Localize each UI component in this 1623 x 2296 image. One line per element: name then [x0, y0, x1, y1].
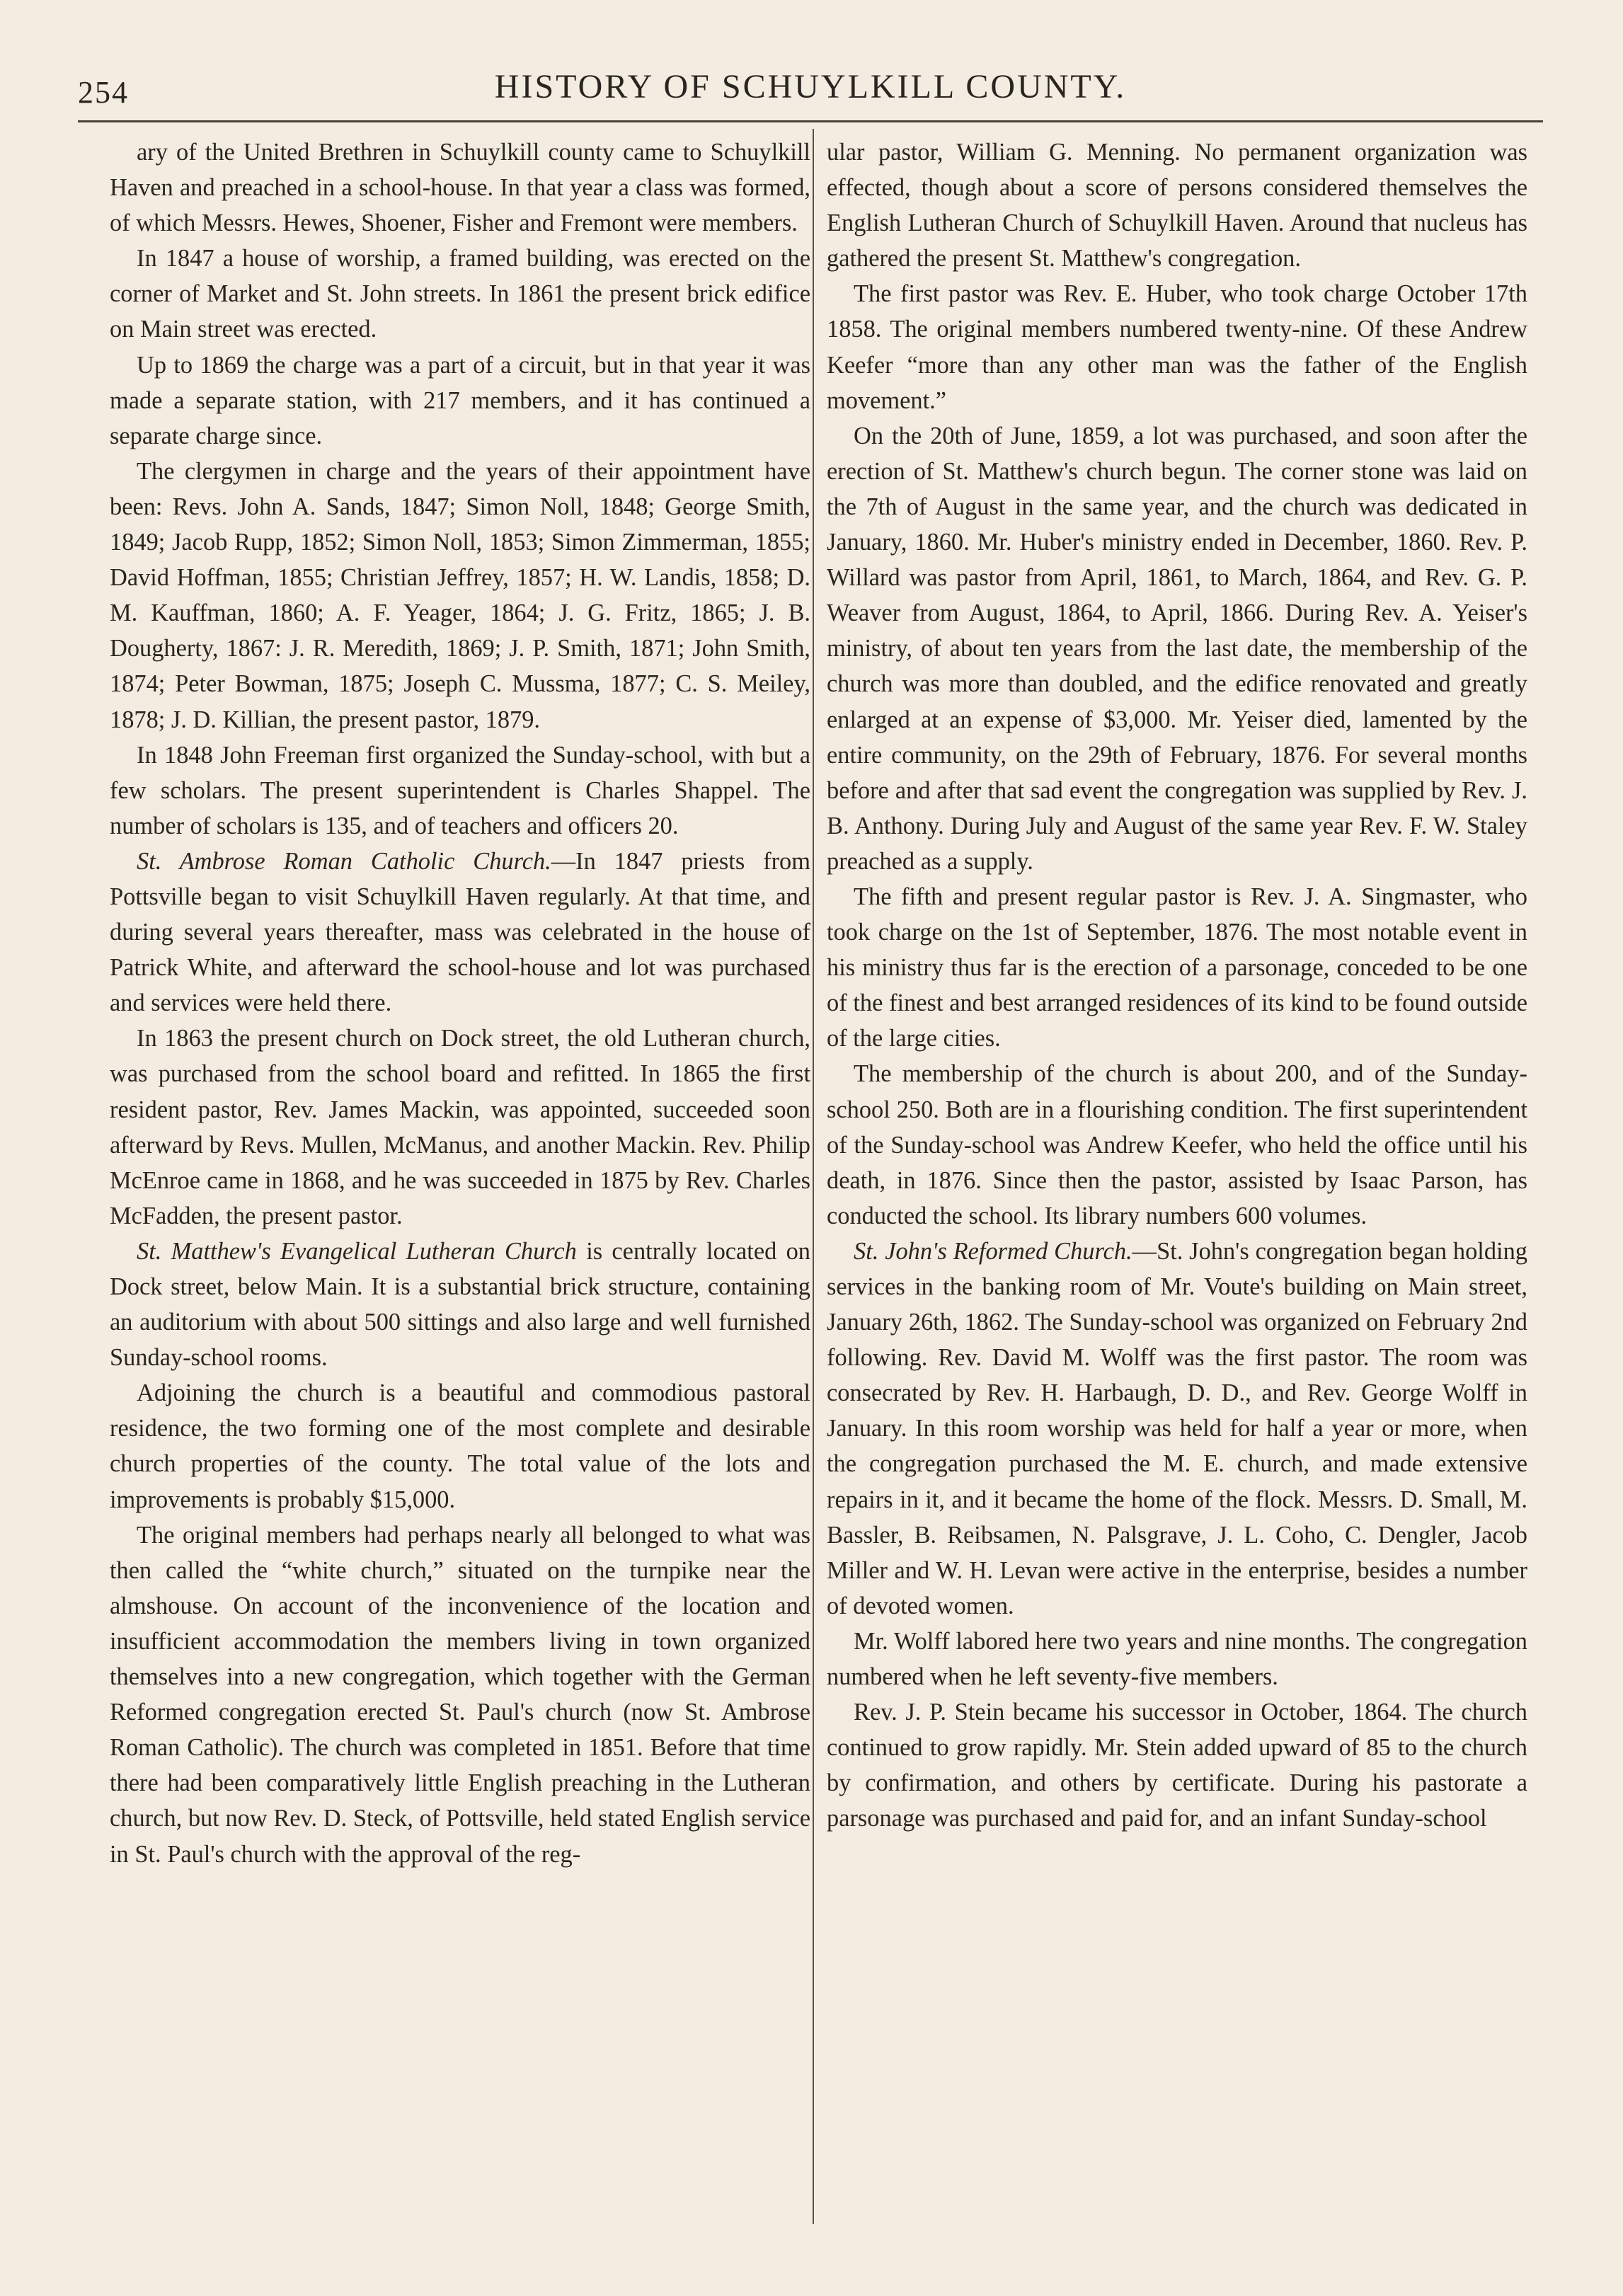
- paragraph-text: The original members had perhaps nearly all belonged to what was then called the “white church,” situated on the turnpike near the almshouse. On account of the inconvenience of the location and insufficient accommodation the members living in town organized themselves into a new congregation, which together with the German Reformed congregation erected St. Paul's church (now St. Ambrose Roman Catholic). The church was completed in 1851. Before that time there had been comparatively little English preaching in the Lutheran church, but now Rev. D. Steck, of Pottsville, held stated English service in St. Paul's church with the approval of the reg-: [110, 1521, 810, 1868]
- paragraph-text: Mr. Wolff labored here two years and nine months. The congregation numbered when he left seventy-five members.: [827, 1627, 1527, 1691]
- paragraph: [827, 1624, 1527, 1694]
- paragraph: [110, 844, 810, 1021]
- section-heading: St. John's Reformed Church.: [854, 1237, 1132, 1265]
- paragraph: [827, 1056, 1527, 1233]
- paragraph-text: In 1848 John Freeman first organized the Sunday-school, with but a few scholars. The present superintendent is Charles Shappel. The number of scholars is 135, and of teachers and officers 20.: [110, 741, 810, 839]
- paragraph: [110, 454, 810, 737]
- paragraph-text: The membership of the church is about 200, and of the Sunday-school 250. Both are in a flourishing condition. The first superintendent of the Sunday-school was Andrew Keefer, who held the office until his death, in 1876. Since then the pastor, assisted by Isaac Parson, has conducted the school. Its library numbers 600 volumes.: [827, 1060, 1527, 1229]
- paragraph: [110, 1517, 810, 1872]
- header-rule: [78, 120, 1543, 122]
- paragraph-text: Rev. J. P. Stein became his successor in October, 1864. The church continued to grow rapidly. Mr. Stein added upward of 85 to the church by confirmation, and others by certificate. During his pastorate a parsonage was purchased and paid for, and an infant Sunday-school: [827, 1699, 1527, 1832]
- page-number: 254: [78, 75, 129, 110]
- running-title: HISTORY OF SCHUYLKILL COUNTY.: [494, 68, 1127, 105]
- paragraph: [110, 1375, 810, 1517]
- section-heading: St. Matthew's Evangelical Lutheran Church: [137, 1237, 577, 1265]
- paragraph-text: On the 20th of June, 1859, a lot was purchased, and soon after the erection of St. Matthew's church begun. The corner stone was laid on the 7th of August in the same year, and the church was dedicated in January, 1860. Mr. Huber's ministry ended in December, 1860. Rev. P. Willard was pastor from April, 1861, to March, 1864, and Rev. G. P. Weaver from August, 1864, to April, 1866. During Rev. A. Yeiser's ministry, of about ten years from the last date, the membership of the church was more than doubled, and the edifice renovated and greatly enlarged at an expense of $3,000. Mr. Yeiser died, lamented by the entire community, on the 29th of February, 1876. For several months before and after that sad event the congregation was supplied by Rev. J. B. Anthony. During July and August of the same year Rev. F. W. Staley preached as a supply.: [827, 422, 1527, 875]
- paragraph: [110, 1234, 810, 1375]
- paragraph: [827, 418, 1527, 879]
- paragraph-text: The first pastor was Rev. E. Huber, who took charge October 17th 1858. The original members numbered twenty-nine. Of these Andrew Keefer “more than any other man was the father of the English movement.”: [827, 280, 1527, 414]
- paragraph: [827, 1234, 1527, 1624]
- paragraph: [827, 134, 1527, 276]
- paragraph-text: ary of the United Brethren in Schuylkill county came to Schuylkill Haven and preached in a school-house. In that year a class was formed, of which Messrs. Hewes, Shoener, Fisher and Fremont were members.: [110, 139, 810, 237]
- page-header: [78, 67, 1543, 124]
- paragraph: [827, 1694, 1527, 1836]
- paragraph-text: —In 1847 priests from Pottsville began to visit Schuylkill Haven regularly. At that time, and during several years thereafter, mass was celebrated in the house of Patrick White, and afterward the school-house and lot was purchased and services were held there.: [110, 847, 810, 1017]
- left-column: [110, 134, 810, 1872]
- section-heading: St. Ambrose Roman Catholic Church.: [137, 847, 551, 875]
- paragraph-text: The fifth and present regular pastor is Rev. J. A. Singmaster, who took charge on the 1st of September, 1876. The most notable event in his ministry thus far is the erection of a parsonage, conceded to be one of the finest and best arranged residences of its kind to be found outside of the large cities.: [827, 883, 1527, 1052]
- paragraph: [110, 134, 810, 241]
- right-column: [827, 134, 1527, 1837]
- paragraph: [110, 348, 810, 454]
- paragraph: [827, 276, 1527, 418]
- paragraph-text: is centrally located on Dock street, below Main. It is a substantial brick structure, containing an auditorium with about 500 sittings and also large and well furnished Sunday-school rooms.: [110, 1237, 810, 1372]
- paragraph-text: The clergymen in charge and the years of their appointment have been: Revs. John A. Sands, 1847; Simon Noll, 1848; George Smith, 1849; Jacob Rupp, 1852; Simon Noll, 1853; Simon Zimmerman, 1855; David Hoffman, 1855; Christian Jeffrey, 1857; H. W. Landis, 1858; D. M. Kauffman, 1860; A. F. Yeager, 1864; J. G. Fritz, 1865; J. B. Dougherty, 1867: J. R. Meredith, 1869; J. P. Smith, 1871; John Smith, 1874; Peter Bowman, 1875; Joseph C. Mussma, 1877; C. S. Meiley, 1878; J. D. Killian, the present pastor, 1879.: [110, 457, 810, 733]
- paragraph-text: Adjoining the church is a beautiful and commodious pastoral residence, the two forming one of the most complete and desirable church properties of the county. The total value of the lots and improvements is probably $15,000.: [110, 1379, 810, 1513]
- paragraph-text: ular pastor, William G. Menning. No permanent organization was effected, though about a score of persons considered themselves the English Lutheran Church of Schuylkill Haven. Around that nucleus has gathered the present St. Matthew's congregation.: [827, 139, 1527, 272]
- paragraph-text: In 1863 the present church on Dock street, the old Lutheran church, was purchased from the school board and refitted. In 1865 the first resident pastor, Rev. James Mackin, was appointed, succeeded soon afterward by Revs. Mullen, McManus, and another Mackin. Rev. Philip McEnroe came in 1868, and he was succeeded in 1875 by Rev. Charles McFadden, the present pastor.: [110, 1025, 810, 1229]
- paragraph-text: In 1847 a house of worship, a framed building, was erected on the corner of Market and St. John streets. In 1861 the present brick edifice on Main street was erected.: [110, 245, 810, 343]
- paragraph: [110, 1021, 810, 1234]
- paragraph: [110, 737, 810, 844]
- paragraph: [110, 241, 810, 347]
- paragraph: [827, 879, 1527, 1056]
- column-divider: [813, 129, 814, 2224]
- paragraph-text: —St. John's congregation began holding services in the banking room of Mr. Voute's building on Main street, January 26th, 1862. The Sunday-school was organized on February 2nd following. Rev. David M. Wolff was the first pastor. The room was consecrated by Rev. H. Harbaugh, D. D., and Rev. George Wolff in January. In this room worship was held for half a year or more, when the congregation purchased the M. E. church, and made extensive repairs in it, and it became the home of the flock. Messrs. D. Small, M. Bassler, B. Reibsamen, N. Palsgrave, J. L. Coho, C. Dengler, Jacob Miller and W. H. Levan were active in the enterprise, besides a number of devoted women.: [827, 1237, 1527, 1619]
- paragraph-text: Up to 1869 the charge was a part of a circuit, but in that year it was made a separate station, with 217 members, and it has continued a separate charge since.: [110, 351, 810, 449]
